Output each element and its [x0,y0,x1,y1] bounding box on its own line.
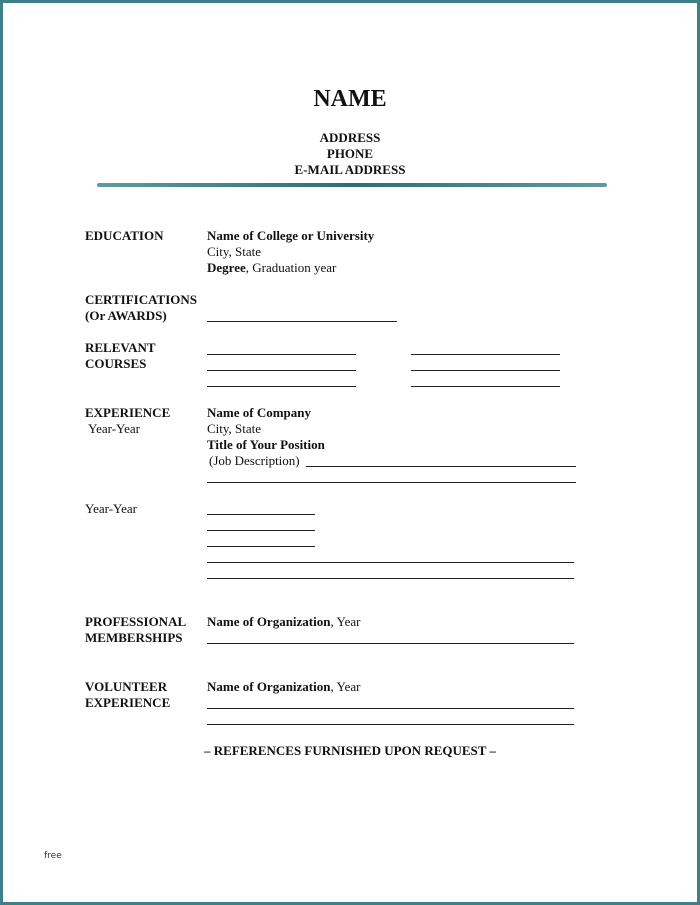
courses-heading-line1: RELEVANT [85,340,156,355]
experience-years-1: Year-Year [88,421,140,436]
volunteer-org-label: Name of Organization [207,679,331,694]
course-blank [411,354,560,355]
graduation-year: , Graduation year [245,260,337,275]
memberships-heading-line2: MEMBERSHIPS [85,630,183,645]
volunteer-blank [207,708,574,709]
job-description-blank [207,482,576,483]
membership-blank [207,643,574,644]
experience-blank [207,578,574,579]
membership-year: , Year [330,614,361,629]
experience-blank [207,514,315,515]
education-city-state: City, State [207,244,262,259]
position-title: Title of Your Position [207,437,325,452]
membership-organization [207,614,360,630]
education-heading: EDUCATION [85,228,164,243]
volunteer-heading-line2: EXPERIENCE [85,695,171,710]
degree-label: Degree [207,260,246,275]
watermark-text: free [44,851,62,861]
college-name: Name of College or University [207,228,375,243]
experience-heading: EXPERIENCE [85,405,171,420]
company-city-state: City, State [207,421,262,436]
resume-name: NAME [313,86,387,112]
certifications-heading-line2: (Or AWARDS) [85,308,167,323]
company-name: Name of Company [207,405,311,420]
course-blank [411,370,560,371]
memberships-heading-line1: PROFESSIONAL [85,614,187,629]
course-blank [207,386,356,387]
volunteer-year: , Year [330,679,361,694]
phone: PHONE [326,146,374,161]
course-blank [411,386,560,387]
certifications-heading-line1: CERTIFICATIONS [85,292,197,307]
membership-org-label: Name of Organization [207,614,331,629]
volunteer-heading-line1: VOLUNTEER [85,679,168,694]
volunteer-heading [85,679,170,711]
address: ADDRESS [319,130,381,145]
experience-blank [207,530,315,531]
email-address: E-MAIL ADDRESS [294,162,406,177]
volunteer-organization [207,679,360,695]
memberships-heading [85,614,186,646]
volunteer-blank [207,724,574,725]
references-note: – REFERENCES FURNISHED UPON REQUEST – [204,743,496,758]
job-description-label: (Job Description) [209,453,300,468]
degree-line [207,260,336,276]
experience-blank [207,546,315,547]
header-divider [97,183,607,187]
certifications-heading [85,292,197,324]
experience-blank [207,562,574,563]
course-blank [207,370,356,371]
course-blank [207,354,356,355]
courses-heading [85,340,156,372]
experience-years-2: Year-Year [85,501,137,516]
certifications-blank [207,321,397,322]
courses-heading-line2: COURSES [85,356,147,371]
job-description-blank [306,466,576,467]
